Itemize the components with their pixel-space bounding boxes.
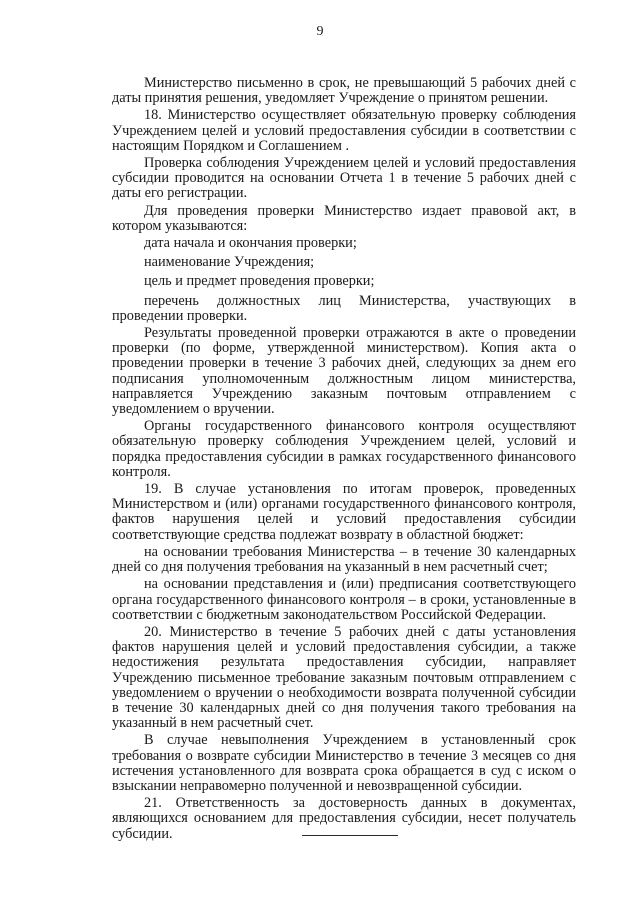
paragraph-clause-20: 20. Министерство в течение 5 рабочих дней с даты установления фактов нарушения целей и условий предоставления субсидии, а также недостижения результата предоставления субсидии, направляет Учреждению письменное требование заказным почтовым отправлением с уведомлением о вручении о необходимости возврата полученной субсидии в течение 30 календарных дней со дня получения такого требования на указанный в нем расчетный счет. (112, 623, 576, 732)
paragraph-control-body: на основании представления и (или) предписания соответствующего органа государственного финансового контроля – в сроки, установленные в соответствии с бюджетным законодательством Российской Федерации. (112, 576, 576, 623)
list-item-purpose: цель и предмет проведения проверки; (144, 273, 375, 290)
paragraph-clause-21: 21. Ответственность за достоверность данных в документах, являющихся основанием для предоставления субсидии, несет получатель субсидии. (112, 795, 576, 842)
paragraph-non-compliance: В случае невыполнения Учреждением в установленный срок требования о возврате субсидии Министерство в течение 3 месяцев со дня истечения установленного для возврата срока обращается в суд с иском о взыскании неправомерно полученной и невозвращенной субсидии. (112, 732, 576, 794)
end-divider (302, 835, 398, 836)
paragraph-clause-18: 18. Министерство осуществляет обязательную проверку соблюдения Учреждением целей и условий предоставления субсидии в соответствии с настоящим Порядком и Соглашением . (112, 107, 576, 154)
paragraph-check-basis: Проверка соблюдения Учреждением целей и условий предоставления субсидии проводится на основании Отчета 1 в течение 5 рабочих дней с даты его регистрации. (112, 155, 576, 202)
paragraph-notification: Министерство письменно в срок, не превышающий 5 рабочих дней с даты принятия решения, уведомляет Учреждение о принятом решении. (112, 75, 576, 107)
paragraph-results: Результаты проведенной проверки отражаются в акте о проведении проверки (по форме, утвержденной министерством). Копия акта о проведении проверки в течение 3 рабочих дней, следующих за днем его подписания уполномоченным должностным лицом министерства, направляется Учреждению заказным почтовым отправлением с уведомлением о вручении. (112, 325, 576, 418)
list-item-officials: перечень должностных лиц Министерства, участвующих в проведении проверки. (112, 292, 576, 324)
page-number: 9 (316, 24, 324, 39)
paragraph-legal-act: Для проведения проверки Министерство издает правовой акт, в котором указываются: (112, 202, 576, 234)
document-body (112, 76, 576, 844)
paragraph-financial-control: Органы государственного финансового контроля осуществляют обязательную проверку соблюдения Учреждением целей, условий и порядка предоставления субсидии в рамках государственного финансового контроля. (112, 418, 576, 480)
paragraph-clause-19: 19. В случае установления по итогам проверок, проведенных Министерством и (или) органами государственного финансового контроля, фактов нарушения целей и условий предоставления субсидии соответствующие средства подлежат возврату в областной бюджет: (112, 481, 576, 543)
list-item-institution: наименование Учреждения; (144, 254, 315, 271)
list-item-dates: дата начала и окончания проверки; (144, 235, 357, 252)
paragraph-ministry-requirement: на основании требования Министерства – в течение 30 календарных дней со дня получения требования на указанный в нем расчетный счет; (112, 543, 576, 576)
